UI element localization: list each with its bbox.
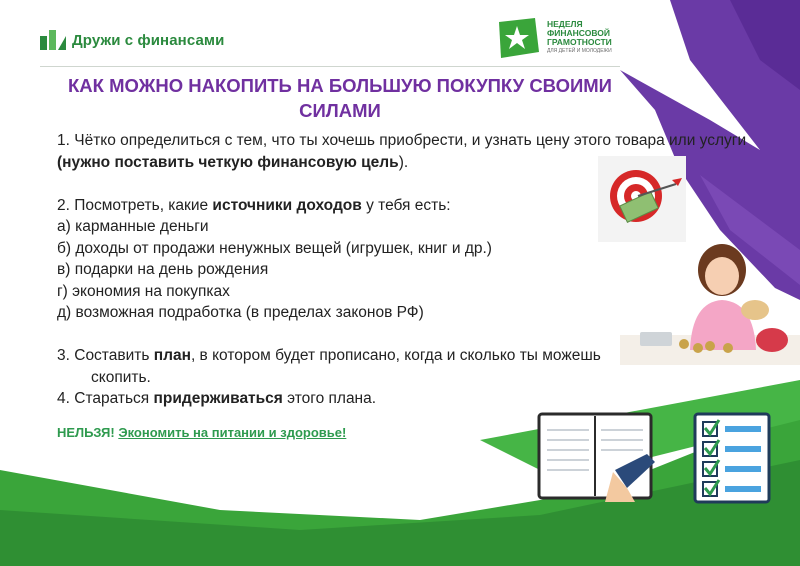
step-1-goal: (нужно поставить четкую финансовую цель). (57, 153, 409, 171)
page-title: КАК МОЖНО НАКОПИТЬ НА БОЛЬШУЮ ПОКУПКУ СВОИМИ СИЛАМИ (68, 75, 612, 121)
step-3-continued: скопить. (91, 368, 151, 386)
brand-name: Дружи с финансами (72, 31, 225, 49)
income-item: в) подарки на день рождения (57, 261, 269, 278)
star-logo-icon (493, 16, 541, 60)
step-1: 1. Чётко определиться с тем, что ты хочешь приобрести, и узнать цену этого товара или услуги (57, 132, 747, 149)
target-money-dart-icon (598, 156, 686, 242)
income-item: д) возможная подработка (в пределах законов РФ) (57, 304, 424, 321)
leaf-logo-icon (40, 30, 66, 50)
logo-subline: ДЛЯ ДЕТЕЙ И МОЛОДЕЖИ (547, 48, 612, 54)
step-3: 3. Составить план, в котором будет прописано, когда и сколько ты можешь (57, 347, 601, 364)
checklist-icon (693, 410, 771, 504)
step-4: 4. Стараться придерживаться этого плана. (57, 390, 377, 407)
step-2: 2. Посмотреть, какие источники доходов у тебя есть: (57, 196, 451, 214)
header-divider (40, 66, 620, 67)
notebook-writing-icon (535, 410, 660, 507)
income-item: г) экономия на покупках (57, 282, 230, 300)
brand-logo (40, 30, 224, 50)
girl-counting-money-illustration (620, 240, 800, 365)
income-item: б) доходы от продажи ненужных вещей (игрушек, книг и др.) (57, 239, 492, 257)
income-item: а) карманные деньги (57, 218, 209, 235)
logo-line-3: ГРАМОТНОСТИ (547, 37, 612, 47)
logo-line-1: НЕДЕЛЯ (547, 19, 583, 29)
financial-literacy-week-logo (493, 16, 612, 60)
logo-line-2: ФИНАНСОВОЙ (547, 28, 610, 38)
warning-note: НЕЛЬЗЯ! Экономить на питании и здоровье! (57, 424, 347, 440)
